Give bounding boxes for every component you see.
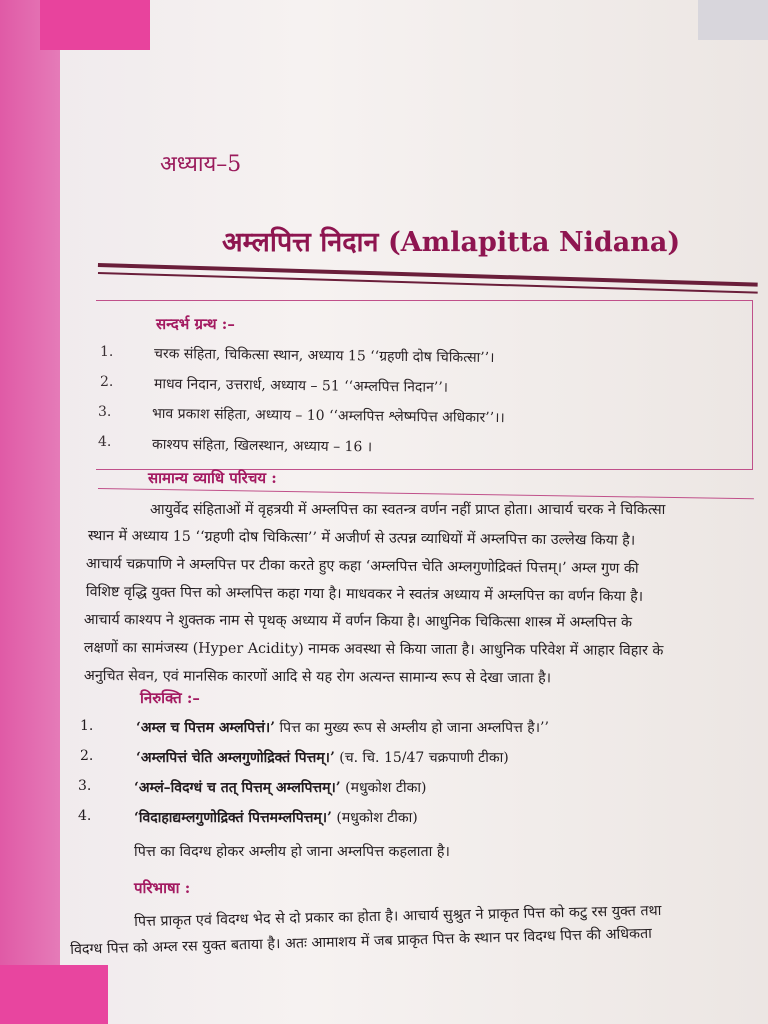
- nirukti-number: 3.: [78, 778, 92, 794]
- pink-page-edge: [0, 0, 60, 1024]
- paribhasha-heading: परिभाषा :: [134, 879, 191, 897]
- intro-line: आचार्य चक्रपाणि ने अम्लपित्त पर टीका करते हुए कहा ‘अम्लपित्त चेति अम्लगुणोद्रिक्तं पित्तम्।’ अम्ल गुण की: [85, 555, 639, 577]
- nirukti-quote: ‘अम्लं–विदग्धं च तत् पित्तम् अम्लपित्तम्।’: [134, 780, 341, 796]
- nirukti-note: (मधुकोश टीका): [331, 810, 418, 826]
- pink-tab-top: [40, 0, 150, 50]
- nirukti-note: पित्त का मुख्य रूप से अम्लीय हो जाना अम्लपित्त है।’’: [275, 720, 549, 736]
- intro-line: आचार्य काश्यप ने शुक्तक नाम से पृथक् अध्याय में वर्णन किया है। आधुनिक चिकित्सा शास्त्र में अम्लपित्त के: [83, 612, 633, 631]
- reference-number: 1.: [100, 344, 114, 360]
- intro-heading: सामान्य व्याधि परिचय :: [148, 469, 277, 487]
- paribhasha-line: पित्त प्राकृत एवं विदग्ध भेद से दो प्रकार का होता है। आचार्य सुश्रुत ने प्राकृत पित्त को कटु रस युक्त तथा: [134, 902, 662, 930]
- reference-number: 2.: [100, 374, 114, 390]
- nirukti-note: (च. चि. 15/47 चक्रपाणी टीका): [334, 750, 509, 766]
- reference-item: चरक संहिता, चिकित्सा स्थान, अध्याय 15 ‘‘ग्रहणी दोष चिकित्सा’’।: [153, 345, 495, 367]
- title-hindi: अम्लपित्त निदान: [222, 227, 379, 258]
- nirukti-number: 1.: [80, 718, 94, 734]
- reference-item: भाव प्रकाश संहिता, अध्याय – 10 ‘‘अम्लपित्त श्लेष्मपित्त अधिकार’’।।: [151, 405, 505, 427]
- reference-number: 3.: [98, 404, 112, 420]
- nirukti-note: (मधुकोश टीका): [340, 780, 427, 796]
- nirukti-quote: ‘अम्लपित्तं चेति अम्लगुणोद्रिक्तं पित्तम्।’: [136, 750, 335, 766]
- nirukti-summary: पित्त का विदग्ध होकर अम्लीय हो जाना अम्लपित्त कहलाता है।: [134, 844, 450, 860]
- pink-tab-bottom: [0, 965, 108, 1024]
- reference-item: माधव निदान, उत्तरार्ध, अध्याय – 51 ‘‘अम्लपित्त निदान’’।: [153, 376, 449, 396]
- nirukti-heading: निरुक्ति :–: [140, 689, 200, 707]
- nirukti-item: [136, 718, 549, 737]
- nirukti-item: [136, 748, 509, 767]
- chapter-number: अध्याय–5: [160, 152, 242, 177]
- intro-line: स्थान में अध्याय 15 ‘‘ग्रहणी दोष चिकित्सा’’ में अजीर्ण से उत्पन्न व्याधियों में अम्लपित्त का उल्लेख किया है।: [87, 527, 636, 549]
- nirukti-item: [134, 808, 418, 827]
- title-english: (Amlapitta Nidana): [387, 227, 681, 258]
- intro-line: अनुचित सेवन, एवं मानसिक कारणों आदि से यह रोग अत्यन्त सामान्य रूप से देखा जाता है।: [83, 668, 552, 687]
- nirukti-number: 2.: [80, 748, 94, 764]
- nirukti-quote: ‘अम्ल च पित्तम अम्लपित्तं।’: [136, 720, 276, 736]
- chapter-title: [222, 222, 680, 259]
- intro-line: आयुर्वेद संहिताओं में वृहत्रयी में अम्लपित्त का स्वतन्त्र वर्णन नहीं प्राप्त होता। आचार्य चरक ने चिकित्सा: [150, 502, 666, 518]
- paribhasha-line: विदग्ध पित्त को अम्ल रस युक्त बताया है। अतः आमाशय में जब प्राकृत पित्त के स्थान पर विदग्ध पित्त की अधिकता: [70, 925, 653, 958]
- nirukti-number: 4.: [78, 808, 92, 824]
- reference-item: काश्यप संहिता, खिलस्थान, अध्याय – 16 ।: [151, 436, 373, 456]
- reference-number: 4.: [98, 434, 112, 450]
- nirukti-item: [134, 778, 426, 797]
- references-heading: सन्दर्भ ग्रन्थ :–: [156, 315, 235, 333]
- nirukti-quote: ‘विदाहाद्यम्लगुणोद्रिक्तं पित्तमम्लपित्तम्।’: [134, 810, 332, 826]
- background-corner: [698, 0, 768, 40]
- intro-line: विशिष्ट वृद्धि युक्त पित्त को अम्लपित्त कहा गया है। माधवकर ने स्वतंत्र अध्याय में अम्लपित्त का वर्णन किया है।: [85, 583, 644, 605]
- intro-line: लक्षणों का सामंजस्य (Hyper Acidity) नामक अवस्था से किया जाता है। आधुनिक परिवेश में आहार विहार के: [83, 640, 664, 660]
